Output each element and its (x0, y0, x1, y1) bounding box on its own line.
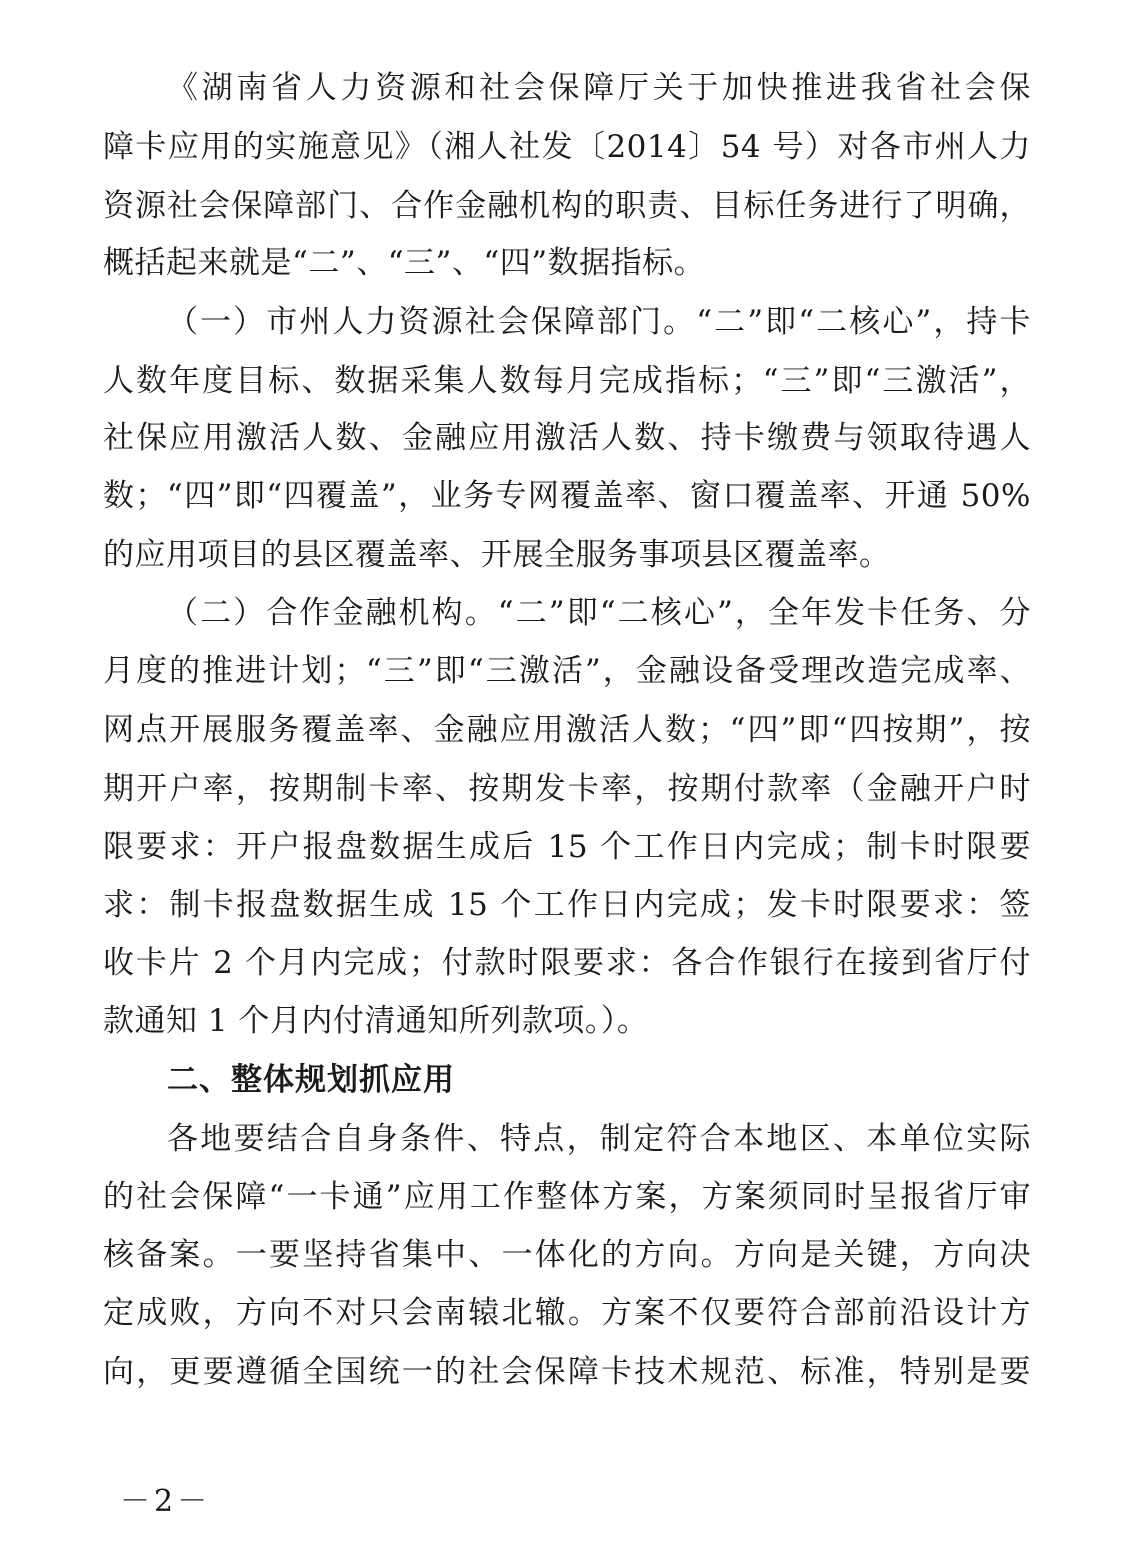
paragraph-2-line-3: 社保应用激活人数、金融应用激活人数、持卡缴费与领取待遇人 (103, 420, 1031, 456)
paragraph-5-line-3: 核备案。一要坚持省集中、一体化的方向。方向是关键，方向决 (103, 1237, 1031, 1273)
paragraph-2-line-1: （一）市州人力资源社会保障部门。“二”即“二核心”，持卡 (167, 304, 1031, 340)
paragraph-1-line-3: 资源社会保障部门、合作金融机构的职责、目标任务进行了明确， (103, 188, 1031, 224)
paragraph-5-line-2: 的社会保障“一卡通”应用工作整体方案，方案须同时呈报省厅审 (103, 1179, 1031, 1215)
paragraph-3-line-4: 期开户率，按期制卡率、按期发卡率，按期付款率（金融开户时 (103, 771, 1031, 807)
paragraph-3-line-2: 月度的推进计划；“三”即“三激活”，金融设备受理改造完成率、 (103, 653, 1031, 689)
section-heading: 二、整体规划抓应用 (167, 1062, 455, 1098)
paragraph-5-line-4: 定成败，方向不对只会南辕北辙。方案不仅要符合部前沿设计方 (103, 1295, 1031, 1331)
paragraph-3-line-1: （二）合作金融机构。“二”即“二核心”，全年发卡任务、分 (167, 595, 1031, 631)
paragraph-3-line-7: 收卡片 2 个月内完成；付款时限要求：各合作银行在接到省厅付 (103, 945, 1031, 981)
paragraph-1-line-1: 《湖南省人力资源和社会保障厅关于加快推进我省社会保 (167, 70, 1031, 106)
paragraph-3-line-6: 求：制卡报盘数据生成 15 个工作日内完成；发卡时限要求：签 (103, 887, 1031, 923)
page-number: －2－ (120, 1484, 212, 1519)
paragraph-3-line-3: 网点开展服务覆盖率、金融应用激活人数；“四”即“四按期”，按 (103, 712, 1031, 748)
paragraph-5-line-1: 各地要结合自身条件、特点，制定符合本地区、本单位实际 (167, 1121, 1031, 1157)
paragraph-2-line-4: 数；“四”即“四覆盖”，业务专网覆盖率、窗口覆盖率、开通 50% (103, 478, 1031, 514)
paragraph-3-line-5: 限要求：开户报盘数据生成后 15 个工作日内完成；制卡时限要 (103, 829, 1031, 865)
paragraph-2-line-2: 人数年度目标、数据采集人数每月完成指标；“三”即“三激活”， (103, 363, 1031, 399)
paragraph-2-line-5: 的应用项目的县区覆盖率、开展全服务事项县区覆盖率。 (103, 537, 891, 573)
paragraph-1-line-2: 障卡应用的实施意见》（湘人社发〔2014〕54 号）对各市州人力 (103, 129, 1031, 165)
paragraph-3-line-8: 款通知 1 个月内付清通知所列款项。）。 (103, 1003, 649, 1039)
paragraph-1-line-4: 概括起来就是“二”、“三”、“四”数据指标。 (103, 245, 706, 281)
paragraph-5-line-5: 向，更要遵循全国统一的社会保障卡技术规范、标准，特别是要 (103, 1354, 1031, 1390)
